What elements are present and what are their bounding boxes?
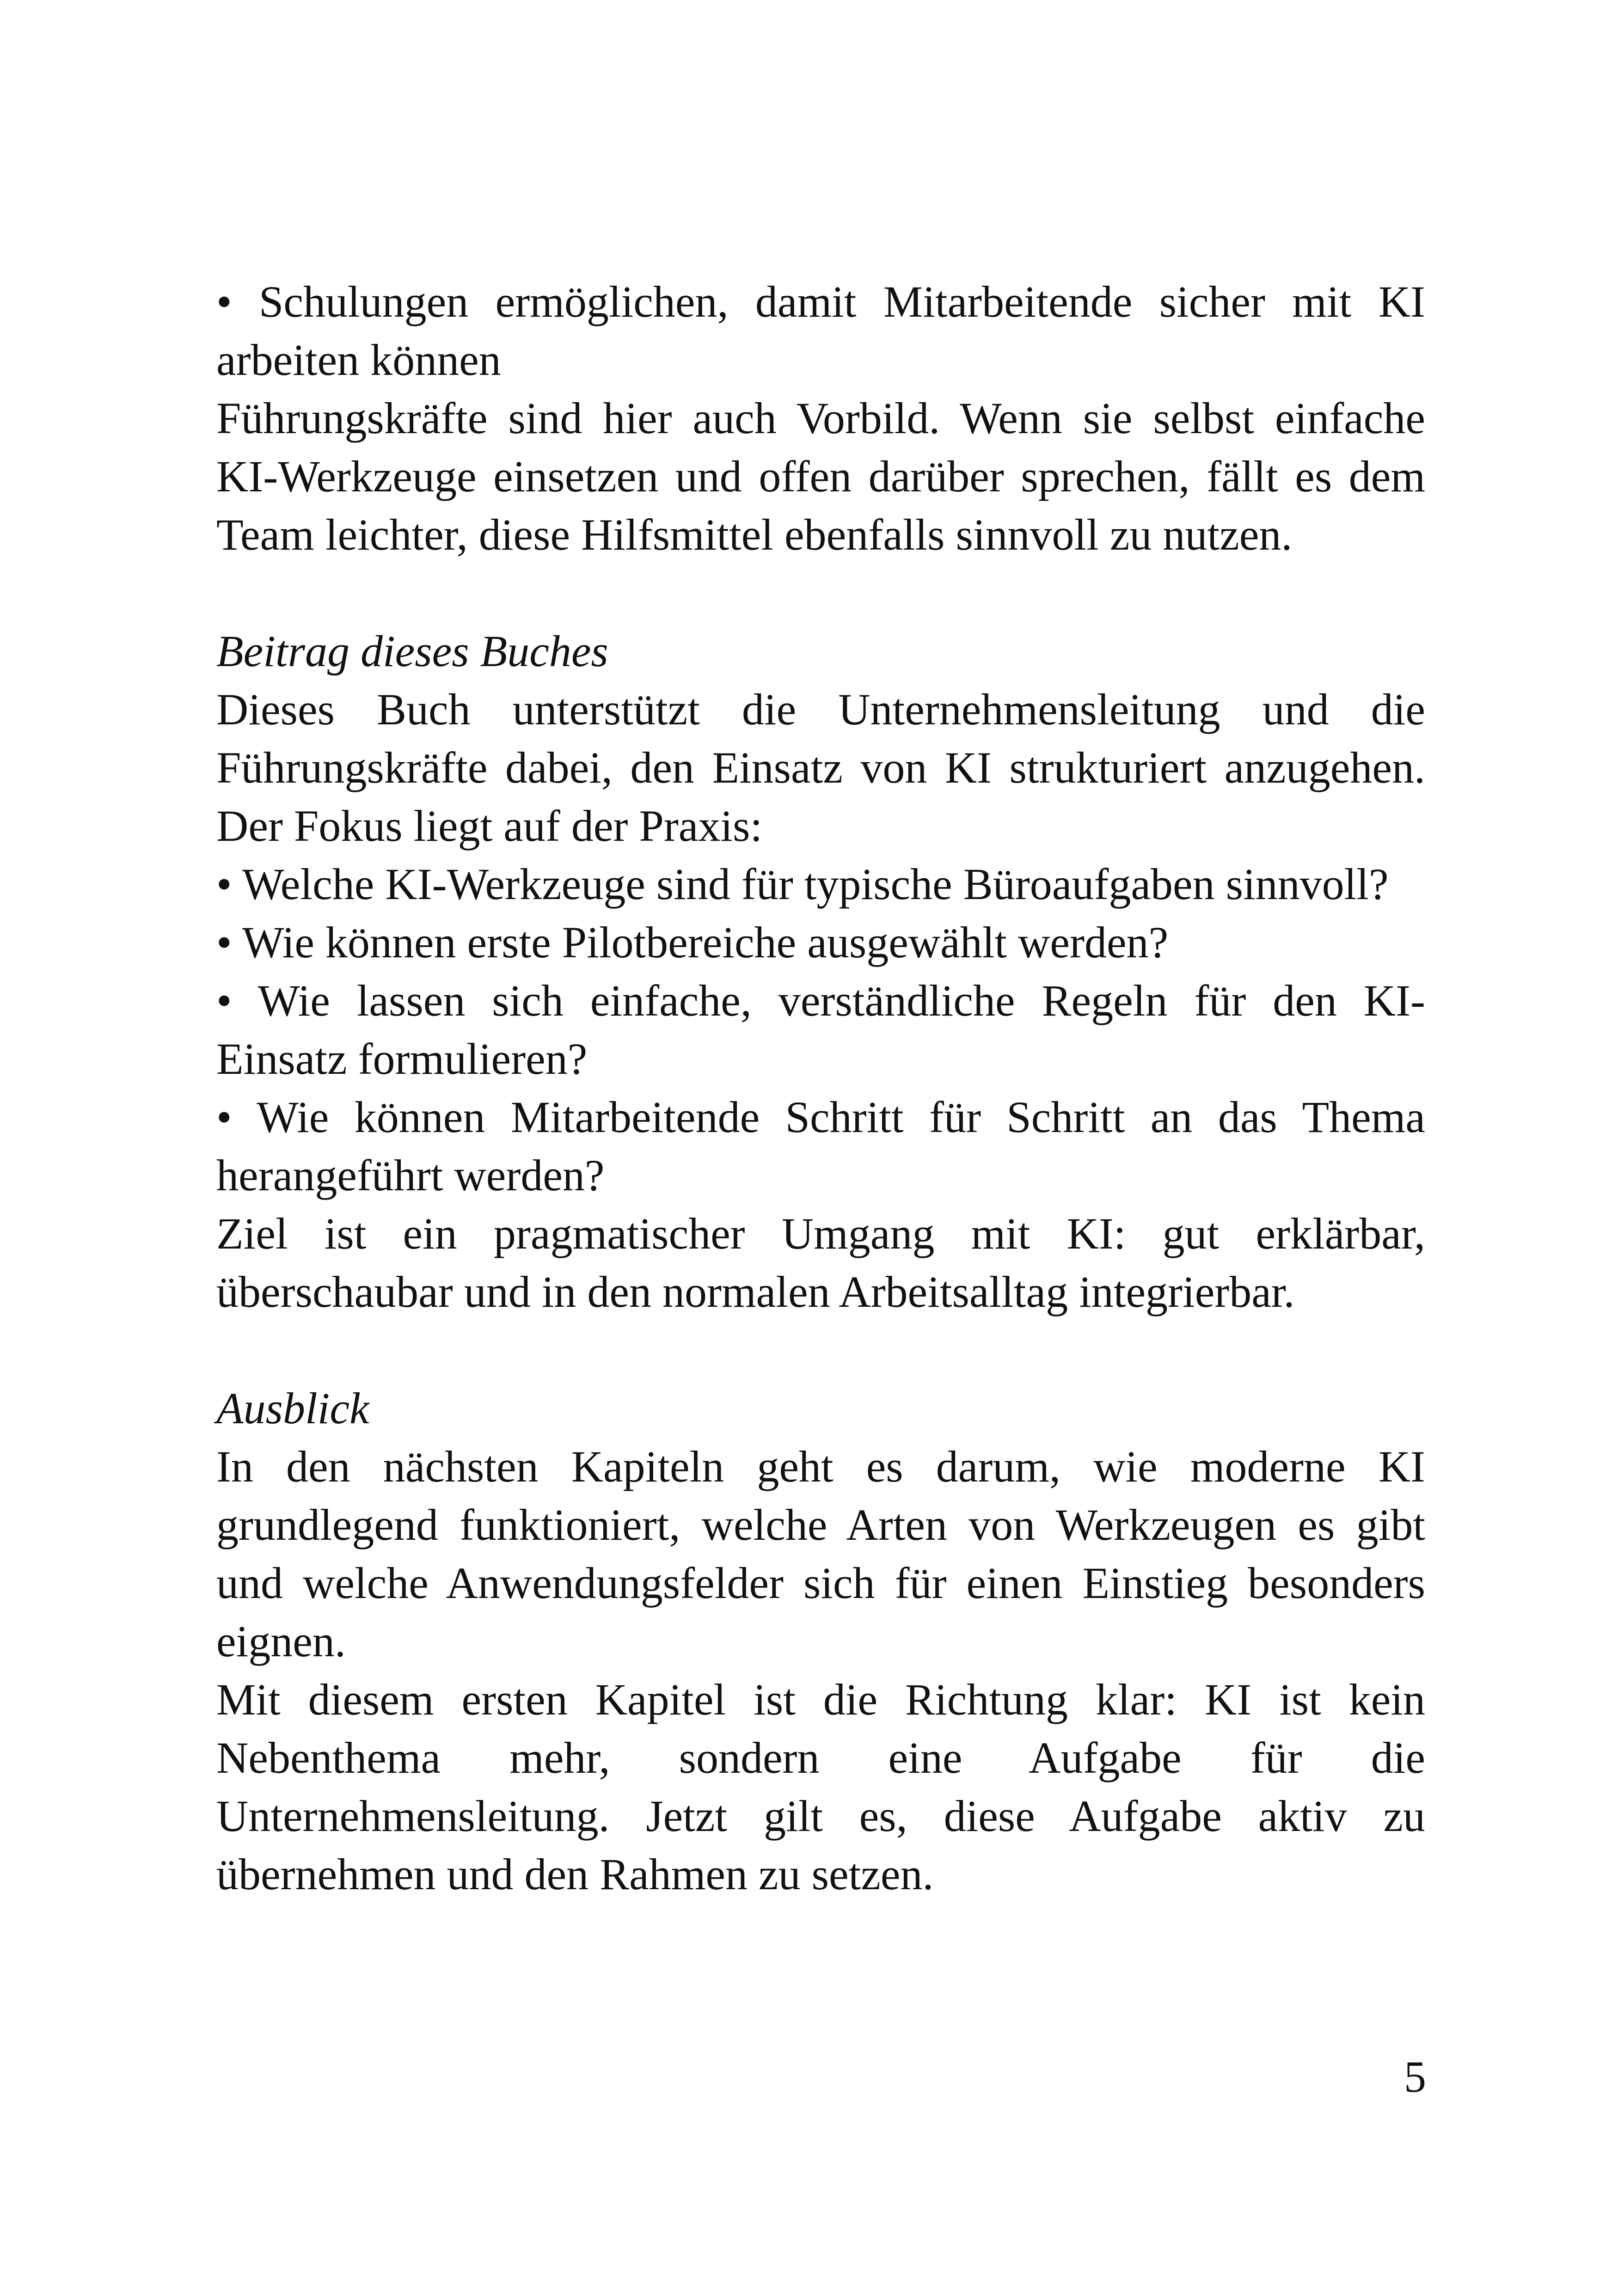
paragraph-gap <box>216 1321 1425 1379</box>
bullet-item-1: • Welche KI-Werkzeuge sind für typische Büroaufgaben sinnvoll? <box>216 859 1389 909</box>
bullet-item-4-line-2: herangeführt werden? <box>216 1151 605 1200</box>
list-item-schulungen-line-2: arbeiten können <box>216 335 501 385</box>
ausblick-p2-line-3: Unternehmensleitung. Jetzt gilt es, diese Aufgabe aktiv zu <box>216 1791 1425 1841</box>
section-heading-beitrag: Beitrag dieses Buches <box>216 626 608 676</box>
ausblick-p1-line-2: grundlegend funktioniert, welche Arten von Werkzeugen es gibt <box>216 1500 1425 1549</box>
beitrag-line-2: Führungskräfte dabei, den Einsatz von KI strukturiert anzugehen. <box>216 743 1425 792</box>
list-item-schulungen-line-1: • Schulungen ermöglichen, damit Mitarbeitende sicher mit KI <box>216 277 1425 326</box>
bullet-item-4-line-1: • Wie können Mitarbeitende Schritt für Schritt an das Thema <box>216 1092 1425 1142</box>
beitrag-line-3: Der Fokus liegt auf der Praxis: <box>216 801 763 851</box>
intro-paragraph-line-1: Führungskräfte sind hier auch Vorbild. Wenn sie selbst einfache <box>216 393 1425 443</box>
body-text <box>216 273 1425 1904</box>
beitrag-line-1: Dieses Buch unterstützt die Unternehmensleitung und die <box>216 685 1425 734</box>
intro-paragraph-line-3: Team leichter, diese Hilfsmittel ebenfalls sinnvoll zu nutzen. <box>216 510 1293 559</box>
ausblick-p1-line-3: und welche Anwendungsfelder sich für einen Einstieg besonders <box>216 1558 1425 1608</box>
intro-paragraph-line-2: KI-Werkzeuge einsetzen und offen darüber sprechen, fällt es dem <box>216 452 1425 501</box>
ausblick-p1-line-4: eignen. <box>216 1616 346 1666</box>
ausblick-p2-line-1: Mit diesem ersten Kapitel ist die Richtung klar: KI ist kein <box>216 1675 1425 1724</box>
beitrag-closing-line-1: Ziel ist ein pragmatischer Umgang mit KI: gut erklärbar, <box>216 1209 1425 1258</box>
page-number: 5 <box>1404 2052 1426 2101</box>
section-heading-ausblick: Ausblick <box>216 1384 369 1433</box>
paragraph-gap <box>216 564 1425 622</box>
beitrag-closing-line-2: überschaubar und in den normalen Arbeitsalltag integrierbar. <box>216 1267 1295 1316</box>
ausblick-p2-line-2: Nebenthema mehr, sondern eine Aufgabe für die <box>216 1733 1425 1782</box>
bullet-item-3-line-1: • Wie lassen sich einfache, verständliche Regeln für den KI- <box>216 976 1425 1025</box>
ausblick-p1-line-1: In den nächsten Kapiteln geht es darum, wie moderne KI <box>216 1442 1425 1491</box>
bullet-item-3-line-2: Einsatz formulieren? <box>216 1034 588 1084</box>
ausblick-p2-line-4: übernehmen und den Rahmen zu setzen. <box>216 1849 934 1899</box>
bullet-item-2: • Wie können erste Pilotbereiche ausgewählt werden? <box>216 918 1169 967</box>
